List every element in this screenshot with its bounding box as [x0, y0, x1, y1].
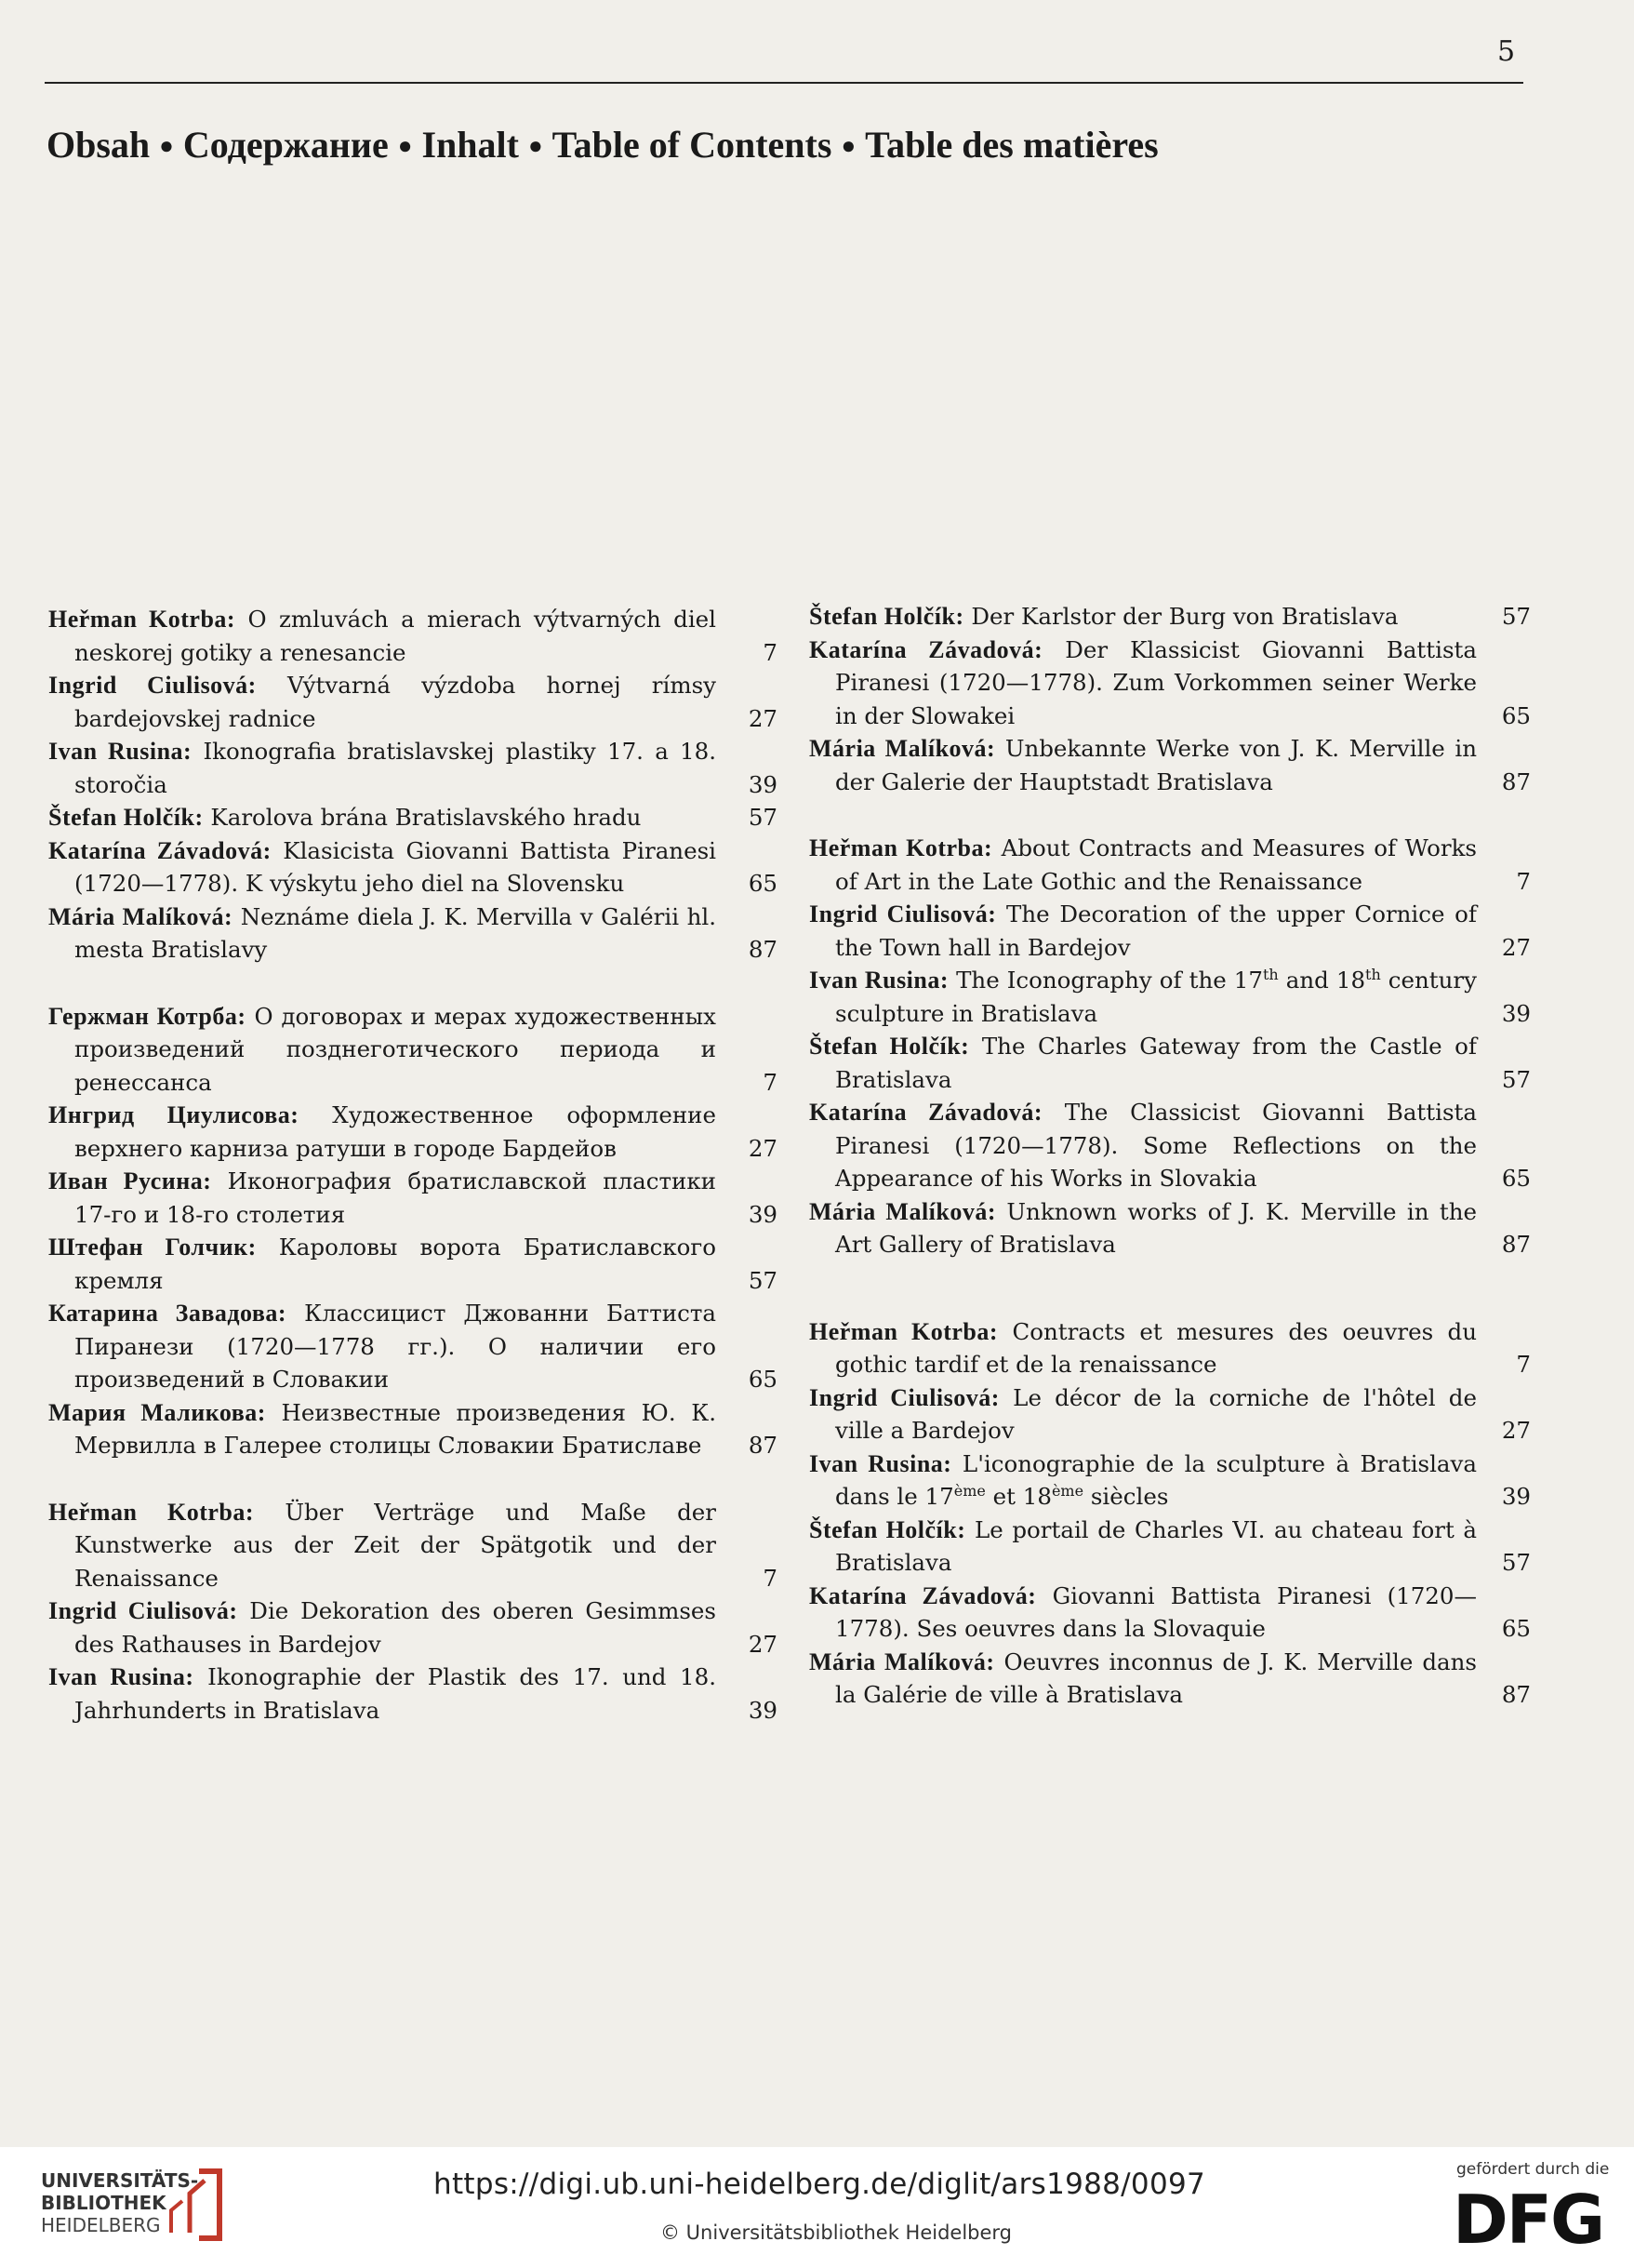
entry-page: 65: [1501, 701, 1531, 729]
toc-entry: [809, 1030, 1534, 1096]
entry-author: Mária Malíková:: [809, 735, 996, 762]
heading-english: Table of Contents: [551, 124, 832, 166]
toc-entry: [48, 1396, 783, 1462]
toc-group-russian: [48, 1000, 783, 1462]
entry-page: 39: [748, 1200, 777, 1228]
library-logo-icon: [162, 2168, 227, 2242]
entry-page: 7: [763, 1564, 777, 1592]
toc-entry: [48, 669, 783, 735]
entry-page: 65: [1501, 1615, 1531, 1642]
entry-title: О договорах и мерах художественных произведений позднеготического периода и ренессанса: [74, 1002, 716, 1096]
entry-author: Mária Malíková:: [809, 1648, 995, 1675]
entry-author: Štefan Holčík:: [809, 1515, 966, 1543]
entry-author: Štefan Holčík:: [48, 804, 204, 831]
entry-page: 39: [1501, 999, 1531, 1027]
entry-author: Ingrid Ciulisová:: [809, 1383, 1000, 1411]
entry-title: Die Dekoration des oberen Gesimmses des Rathauses in Bardejov: [74, 1597, 716, 1658]
entry-page: 65: [748, 1366, 777, 1393]
entry-author: Ingrid Ciulisová:: [809, 901, 997, 927]
entry-author: Ivan Rusina:: [809, 967, 950, 994]
entry-title: The Iconography of the 17: [956, 967, 1263, 994]
entry-title: Giovanni Battista Piranesi (1720—1778). Ses oeuvres dans la Slovaquie: [835, 1581, 1477, 1642]
entry-page: 27: [748, 1134, 777, 1162]
toc-entry: [48, 1594, 783, 1661]
heading-russian: Содержание: [182, 124, 389, 166]
toc-entry: [809, 1381, 1534, 1448]
entry-title: Der Klassicist Giovanni Battista Piranesi (1720—1778). Zum Vorkommen seiner Werke in der Slowakei: [835, 635, 1477, 729]
toc-entry: [809, 832, 1534, 898]
entry-title: Klasicista Giovanni Battista Piranesi (1720—1778). K výskytu jeho diel na Slovensku: [74, 836, 716, 897]
contents-heading: [46, 123, 1441, 167]
toc-entry: [48, 603, 783, 669]
toc-entry: [809, 600, 1534, 634]
toc-entry: [48, 1661, 783, 1727]
toc-entry: [48, 1165, 783, 1231]
library-name: UNIVERSITÄTS- BIBLIOTHEK HEIDELBERG: [41, 2169, 199, 2236]
toc-right-column: [809, 600, 1534, 1745]
entry-title: Ikonografia bratislavskej plastiky 17. a 18. storočia: [74, 738, 716, 798]
entry-page: 65: [1501, 1165, 1531, 1192]
toc-entry: [809, 732, 1534, 798]
copyright-notice: © Universitätsbibliothek Heidelberg: [660, 2221, 1013, 2244]
entry-author: Katarína Závadová:: [48, 836, 272, 864]
entry-title: Иконография братиславской пластики 17-го и 18-го столетия: [74, 1167, 716, 1228]
entry-page: 27: [1501, 933, 1531, 961]
entry-page: 87: [748, 936, 777, 963]
entry-page: 87: [1501, 1681, 1531, 1708]
bullet-separator: ●: [527, 132, 543, 159]
entry-author: Ivan Rusina:: [48, 738, 193, 765]
entry-author: Katarína Závadová:: [809, 1099, 1043, 1126]
entry-title: Неизвестные произведения Ю. К. Мервилла в Галерее столицы Словакии Братиславе: [74, 1398, 716, 1459]
toc-group-slovak: [48, 603, 783, 967]
entry-title: Der Karlstor der Burg von Bratislava: [971, 603, 1399, 630]
bullet-separator: ●: [397, 132, 413, 159]
entry-title: Oeuvres inconnus de J. K. Merville dans la Galérie de ville à Bratislava: [835, 1648, 1477, 1708]
entry-page: 57: [1501, 1549, 1531, 1576]
entry-author: Heřman Kotrba:: [809, 834, 993, 861]
entry-title: Кароловы ворота Братиславского кремля: [74, 1234, 716, 1294]
entry-page: 39: [748, 770, 777, 798]
entry-page: 87: [748, 1432, 777, 1459]
entry-author: Heřman Kotrba:: [48, 606, 236, 633]
entry-author: Гержман Котрба:: [48, 1002, 246, 1030]
superscript-suffix: ème: [953, 1481, 986, 1500]
entry-title: About Contracts and Measures of Works of Art in the Late Gothic and the Renaissance: [835, 834, 1477, 895]
entry-title-continued: et 18: [985, 1483, 1052, 1510]
toc-entry: [809, 1315, 1534, 1381]
page-number: 5: [1497, 35, 1516, 68]
entry-page: 7: [1516, 1351, 1531, 1378]
entry-page: 65: [748, 870, 777, 897]
entry-page: 57: [1501, 603, 1531, 630]
toc-entry: [809, 1448, 1534, 1514]
entry-author: Ingrid Ciulisová:: [48, 1597, 238, 1624]
toc-group-german-part2: [809, 600, 1534, 798]
digitization-footer: [0, 2147, 1634, 2268]
toc-entry: [809, 964, 1534, 1030]
permalink-url[interactable]: https://digi.ub.uni-heidelberg.de/diglit/ars1988/0097: [433, 2168, 1206, 2201]
entry-title: The Decoration of the upper Cornice of the Town hall in Bardejov: [835, 901, 1477, 961]
entry-title-continued: siècles: [1083, 1483, 1169, 1510]
entry-title: Výtvarná výzdoba hornej rímsy bardejovskej radnice: [74, 672, 716, 732]
toc-group-german-part1: [48, 1496, 783, 1728]
entry-title: The Classicist Giovanni Battista Piranesi (1720—1778). Some Reflections on the Appearance of his Works in Slovakia: [835, 1099, 1477, 1192]
entry-author: Ivan Rusina:: [809, 1449, 952, 1477]
entry-page: 57: [748, 1266, 777, 1294]
toc-entry: [48, 834, 783, 901]
toc-entry: [48, 1000, 783, 1100]
toc-entry: [809, 1096, 1534, 1195]
toc-entry: [48, 801, 783, 834]
entry-title: Karolova brána Bratislavského hradu: [210, 804, 642, 831]
entry-page: 39: [1501, 1483, 1531, 1510]
superscript-suffix: th: [1262, 965, 1279, 983]
toc-group-english: [809, 832, 1534, 1261]
entry-page: 27: [748, 704, 777, 732]
entry-page: 39: [748, 1696, 777, 1724]
entry-author: Иван Русина:: [48, 1167, 212, 1194]
entry-author: Heřman Kotrba:: [48, 1498, 255, 1526]
dfg-logo: DFG: [1453, 2181, 1604, 2259]
header-rule: [45, 82, 1523, 84]
entry-author: Katarína Závadová:: [809, 1581, 1037, 1609]
entry-page: 87: [1501, 1231, 1531, 1258]
toc-entry: [48, 1099, 783, 1165]
entry-page: 27: [748, 1630, 777, 1658]
entry-author: Štefan Holčík:: [809, 603, 964, 630]
toc-group-french: [809, 1315, 1534, 1712]
entry-title: Художественное оформление верхнего карниза ратуши в городе Бардейов: [74, 1101, 716, 1162]
toc-entry: [809, 1195, 1534, 1261]
entry-page: 87: [1501, 767, 1531, 795]
entry-author: Мария Маликова:: [48, 1398, 266, 1426]
toc-entry: [809, 634, 1534, 733]
entry-author: Штефан Голчик:: [48, 1234, 257, 1261]
toc-entry: [48, 901, 783, 967]
toc-entry: [48, 735, 783, 801]
entry-title: Le décor de la corniche de l'hôtel de ville a Bardejov: [835, 1383, 1477, 1444]
funded-by-label: gefördert durch die: [1456, 2160, 1610, 2179]
entry-page: 57: [1501, 1065, 1531, 1093]
entry-author: Ingrid Ciulisová:: [48, 672, 257, 699]
toc-entry: [48, 1297, 783, 1396]
entry-title: The Charles Gateway from the Castle of Bratislava: [835, 1033, 1477, 1093]
toc-entry: [48, 1231, 783, 1297]
entry-title: Классицист Джованни Баттиста Пиранези (1720—1778 гг.). О наличии его произведений в Словакии: [74, 1300, 716, 1393]
toc-entry: [809, 1646, 1534, 1712]
toc-entry: [48, 1496, 783, 1595]
entry-title: Ikonographie der Plastik des 17. und 18. Jahrhunderts in Bratislava: [74, 1663, 716, 1724]
entry-title: Le portail de Charles VI. au chateau fort à Bratislava: [835, 1515, 1477, 1576]
toc-entry: [809, 1580, 1534, 1646]
heading-german: Inhalt: [421, 124, 519, 166]
bullet-separator: ●: [841, 132, 857, 159]
heading-french: Table des matières: [865, 124, 1159, 166]
entry-author: Katarína Závadová:: [809, 635, 1043, 663]
entry-author: Heřman Kotrba:: [809, 1317, 999, 1345]
superscript-suffix: th: [1365, 965, 1381, 983]
entry-page: 7: [1516, 867, 1531, 895]
entry-page: 27: [1501, 1417, 1531, 1444]
entry-author: Mária Malíková:: [809, 1197, 997, 1225]
entry-title: Unbekannte Werke von J. K. Merville in der Galerie der Hauptstadt Bratislava: [835, 735, 1477, 795]
entry-title: L'iconographie de la sculpture à Bratislava dans le 17: [835, 1449, 1477, 1510]
entry-author: Ингрид Циулисова:: [48, 1101, 299, 1128]
entry-title-continued: and 18: [1278, 967, 1366, 994]
entry-title: Contracts et mesures des oeuvres du gothic tardif et de la renaissance: [835, 1317, 1477, 1378]
toc-entry: [809, 1514, 1534, 1580]
entry-title: Neznáme diela J. K. Mervilla v Galérii hl. mesta Bratislavy: [74, 902, 716, 963]
entry-title: O zmluvách a mierach výtvarných diel neskorej gotiky a renesancie: [74, 606, 716, 666]
entry-title: Über Verträge und Maße der Kunstwerke aus der Zeit der Spätgotik und der Renaissance: [74, 1498, 717, 1592]
bullet-separator: ●: [159, 132, 174, 159]
toc-left-column: [48, 603, 783, 1760]
heading-slovak: Obsah: [46, 124, 151, 166]
entry-author: Štefan Holčík:: [809, 1033, 970, 1060]
entry-author: Катарина Завадова:: [48, 1300, 287, 1327]
superscript-suffix: ème: [1051, 1481, 1084, 1500]
toc-entry: [809, 898, 1534, 964]
entry-page: 7: [763, 1068, 777, 1096]
entry-title-continued: century sculpture in Bratislava: [835, 967, 1477, 1027]
entry-page: 57: [748, 804, 777, 831]
entry-title: Unknown works of J. K. Merville in the Art Gallery of Bratislava: [835, 1197, 1477, 1258]
entry-author: Ivan Rusina:: [48, 1663, 194, 1690]
entry-author: Mária Malíková:: [48, 902, 233, 930]
entry-page: 7: [763, 638, 777, 666]
